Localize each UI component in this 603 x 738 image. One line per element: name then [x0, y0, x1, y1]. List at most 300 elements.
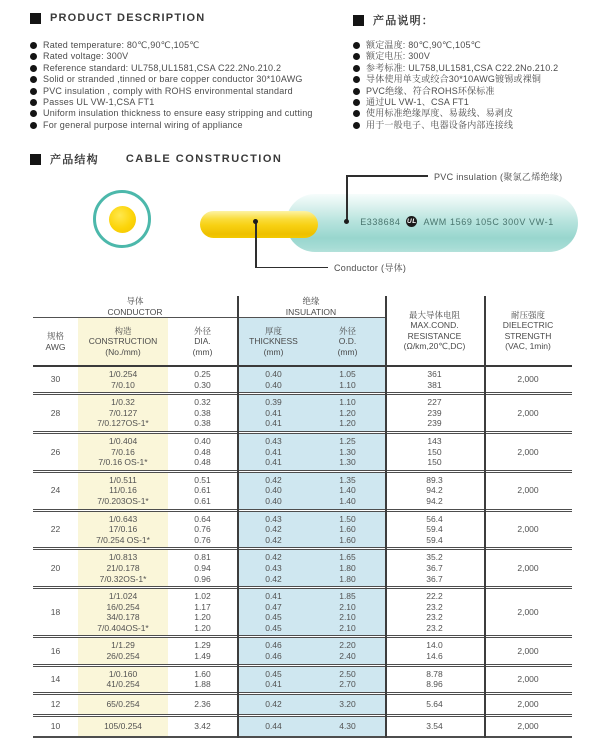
cell-line: 0.42	[265, 534, 282, 545]
bullet-text: Passes UL VW-1,CSA FT1	[43, 97, 155, 108]
cell-dia	[168, 434, 237, 470]
cell-line: 2.20	[339, 640, 356, 651]
cell-resistance	[385, 550, 484, 586]
cell-construction	[78, 717, 168, 736]
cell-line: 1.29	[194, 640, 211, 651]
header-group-conductor	[33, 296, 237, 318]
cell-construction	[78, 434, 168, 470]
cell-line: 36.7	[426, 573, 443, 584]
cell-line: 1.10	[339, 397, 356, 408]
cell-line: 0.41	[265, 407, 282, 418]
bullet-item	[30, 86, 313, 97]
cell-line: 89.3	[426, 474, 443, 485]
cell-dia	[168, 667, 237, 692]
cell-line: 59.4	[426, 524, 443, 535]
header-resistance-cn: 最大导体电阻	[408, 309, 460, 320]
cell-thickness	[237, 473, 310, 509]
header-thickness-unit: (mm)	[263, 346, 284, 357]
cell-line: 5.64	[426, 699, 443, 710]
cell-line: 1/0.32	[111, 397, 135, 408]
header-thickness-cn: 厚度	[264, 325, 282, 336]
cell-line: 2.50	[339, 668, 356, 679]
cell-line: 28	[50, 407, 61, 418]
bullet-dot-icon	[30, 99, 37, 106]
cell-line: 0.39	[265, 397, 282, 408]
header-awg	[33, 318, 78, 365]
header-resistance-en2: RESISTANCE	[407, 330, 462, 341]
header-dia-cn: 外径	[193, 325, 211, 336]
cell-line: 227	[427, 397, 442, 408]
cell-line: 150	[427, 457, 442, 468]
cell-line: 7/0.32OS-1*	[99, 573, 147, 584]
bullet-item	[30, 108, 313, 119]
cell-awg	[33, 589, 78, 635]
product-description-title-cn-text: 产品说明：	[373, 15, 434, 27]
cell-line: 1.85	[339, 591, 356, 602]
bullet-dot-icon	[353, 110, 360, 117]
cell-line: 14.6	[426, 651, 443, 662]
bullet-dot-icon	[30, 65, 37, 72]
conductor-label: Conductor (导体)	[334, 263, 407, 273]
cell-awg	[33, 717, 78, 736]
cell-line: 1.30	[339, 446, 356, 457]
cell-line: 0.40	[265, 369, 282, 379]
cell-construction	[78, 589, 168, 635]
cell-line: 23.2	[426, 601, 443, 612]
header-dielectric-unit: (VAC, 1min)	[505, 341, 551, 351]
cell-dielectric	[484, 589, 572, 635]
cell-resistance	[385, 717, 484, 736]
cell-awg	[33, 667, 78, 692]
header-od-en: O.D.	[338, 336, 357, 347]
cell-line: 0.94	[194, 562, 211, 573]
bullet-dot-icon	[353, 53, 360, 60]
cell-line: 7/0.10	[111, 379, 135, 390]
header-od-cn: 外径	[338, 325, 356, 336]
cell-line: 0.41	[265, 418, 282, 429]
cell-line: 2.40	[339, 651, 356, 662]
cell-line: 1/0.813	[108, 552, 138, 563]
cell-thickness	[237, 367, 310, 392]
cell-resistance	[385, 589, 484, 635]
cell-line: 1.60	[339, 534, 356, 545]
cell-line: 7/0.16 OS-1*	[98, 457, 148, 468]
cell-line: 150	[427, 446, 442, 457]
bullet-item	[353, 40, 558, 51]
cell-awg	[33, 512, 78, 548]
header-dielectric-en1: DIELECTRIC	[502, 320, 554, 330]
cell-line: 24	[50, 485, 61, 496]
bullet-item	[353, 108, 558, 119]
cell-awg	[33, 550, 78, 586]
cable-cross-section	[93, 190, 151, 248]
cell-line: 0.46	[265, 640, 282, 651]
cell-line: 0.45	[265, 612, 282, 623]
cell-dia	[168, 395, 237, 431]
cell-line: 239	[427, 407, 442, 418]
cell-line: 1/0.254	[108, 369, 138, 379]
table-row-awg-16	[33, 638, 572, 666]
cell-thickness	[237, 512, 310, 548]
cell-line: 2.10	[339, 612, 356, 623]
header-resistance	[385, 296, 484, 365]
cell-line: 7/0.404OS-1*	[97, 622, 149, 633]
conductor-core-icon	[109, 206, 136, 233]
cell-line: 0.44	[265, 721, 282, 732]
conductor-rod	[200, 211, 318, 238]
conductor-leader-hline	[255, 267, 328, 269]
cell-line: 105/0.254	[104, 721, 142, 732]
cell-line: 2,000	[517, 699, 539, 710]
cell-resistance	[385, 638, 484, 663]
bullet-dot-icon	[353, 76, 360, 83]
cell-thickness	[237, 717, 310, 736]
cell-resistance	[385, 512, 484, 548]
cell-dielectric	[484, 717, 572, 736]
cell-dia	[168, 367, 237, 392]
cell-line: 0.61	[194, 495, 211, 506]
bullet-dot-icon	[353, 88, 360, 95]
cell-line: 0.81	[194, 552, 211, 563]
table-row-awg-22	[33, 512, 572, 551]
cell-line: 26/0.254	[106, 651, 140, 662]
cell-line: 1.05	[339, 369, 356, 379]
cell-line: 0.40	[194, 435, 211, 446]
cell-line: 2.10	[339, 601, 356, 612]
cell-dia	[168, 550, 237, 586]
header-od-unit: (mm)	[337, 346, 358, 357]
bullet-text: Solid or stranded ,tinned or bare copper conductor 30*10AWG	[43, 74, 303, 85]
cell-od	[310, 589, 385, 635]
cell-od	[310, 434, 385, 470]
cell-od	[310, 550, 385, 586]
cell-line: 0.40	[265, 379, 282, 390]
cell-awg	[33, 473, 78, 509]
cell-dielectric	[484, 667, 572, 692]
cable-construction-title	[30, 151, 282, 167]
cell-thickness	[237, 395, 310, 431]
cell-line: 2,000	[517, 673, 539, 684]
cell-line: 0.45	[265, 622, 282, 633]
cell-line: 1.60	[194, 668, 211, 679]
cell-dia	[168, 512, 237, 548]
cell-line: 7/0.127	[108, 407, 138, 418]
cell-line: 2,000	[517, 407, 539, 418]
cell-line: 36.7	[426, 562, 443, 573]
cell-line: 2,000	[517, 374, 539, 385]
bullet-text: 通过UL VW-1、CSA FT1	[366, 97, 469, 108]
cell-dielectric	[484, 395, 572, 431]
cell-line: 0.43	[265, 562, 282, 573]
cell-line: 1.49	[194, 651, 211, 662]
spec-table-header	[33, 296, 572, 367]
cell-line: 381	[427, 379, 442, 390]
cell-line: 1.40	[339, 495, 356, 506]
cell-line: 2.70	[339, 679, 356, 690]
cell-line: 8.96	[426, 679, 443, 690]
header-construction	[78, 318, 168, 365]
cell-od	[310, 395, 385, 431]
header-construction-en: CONSTRUCTION	[88, 336, 158, 347]
cell-line: 2.10	[339, 622, 356, 633]
cell-line: 1.25	[339, 435, 356, 446]
cell-construction	[78, 550, 168, 586]
table-row-awg-30	[33, 367, 572, 395]
bullet-text: PVC insulation , comply with ROHS environmental standard	[43, 85, 293, 96]
bullet-item	[353, 120, 558, 131]
cell-construction	[78, 695, 168, 714]
cell-line: 35.2	[426, 552, 443, 563]
cell-line: 0.48	[194, 457, 211, 468]
header-awg-cn: 规格	[46, 331, 64, 341]
cell-line: 1/0.160	[108, 668, 138, 679]
cell-dielectric	[484, 367, 572, 392]
cell-od	[310, 638, 385, 663]
bullet-dot-icon	[353, 122, 360, 129]
cell-od	[310, 695, 385, 714]
cell-line: 14	[50, 673, 61, 684]
product-description-title-text: PRODUCT DESCRIPTION	[50, 12, 206, 24]
bullet-item	[30, 120, 313, 131]
cell-od	[310, 717, 385, 736]
cell-line: 12	[50, 699, 61, 710]
cell-line: 1/0.511	[109, 474, 137, 485]
bullet-item	[30, 63, 313, 74]
cell-thickness	[237, 434, 310, 470]
cell-line: 0.51	[194, 474, 211, 485]
cell-awg	[33, 695, 78, 714]
cell-line: 21/0.178	[106, 562, 140, 573]
cell-dielectric	[484, 473, 572, 509]
cell-dielectric	[484, 695, 572, 714]
bullet-item	[30, 51, 313, 62]
cell-line: 1.65	[339, 552, 356, 563]
cell-line: 0.30	[194, 379, 211, 390]
bullet-text: For general purpose internal wiring of appliance	[43, 119, 243, 130]
header-dielectric-cn: 耐压强度	[510, 309, 545, 320]
cell-line: 0.40	[265, 495, 282, 506]
cable-construction-title-en: CABLE CONSTRUCTION	[125, 153, 283, 165]
cell-line: 16	[50, 645, 61, 656]
bullet-dot-icon	[30, 122, 37, 129]
cell-line: 1.20	[339, 418, 356, 429]
pvc-insulation-label: PVC insulation (聚氯乙烯绝缘)	[434, 172, 563, 182]
cell-line: 1.17	[194, 601, 211, 612]
cell-dielectric	[484, 512, 572, 548]
cell-dia	[168, 473, 237, 509]
cell-line: 0.41	[265, 446, 282, 457]
cell-line: 20	[50, 562, 61, 573]
cell-line: 0.38	[194, 418, 211, 429]
pvc-leader-vline	[346, 176, 348, 221]
cell-line: 3.54	[426, 721, 443, 732]
cell-line: 94.2	[426, 495, 443, 506]
table-row-awg-26	[33, 434, 572, 473]
bullet-dot-icon	[353, 65, 360, 72]
header-construction-unit: (No./mm)	[105, 346, 141, 357]
cell-resistance	[385, 434, 484, 470]
cell-line: 1.88	[194, 679, 211, 690]
cell-thickness	[237, 638, 310, 663]
cell-line: 1.80	[339, 562, 356, 573]
cell-line: 0.43	[265, 435, 282, 446]
table-vertical-divider	[484, 296, 486, 738]
cell-line: 0.64	[194, 513, 211, 524]
spec-table-body	[33, 367, 572, 738]
header-dielectric	[484, 296, 572, 365]
bullet-dot-icon	[30, 42, 37, 49]
cell-line: 2,000	[517, 524, 539, 535]
cell-line: 0.38	[194, 407, 211, 418]
cell-dia	[168, 638, 237, 663]
cell-line: 239	[427, 418, 442, 429]
cell-line: 2,000	[517, 562, 539, 573]
cell-dielectric	[484, 638, 572, 663]
cable-construction-title-cn: 产品结构	[50, 154, 99, 166]
product-description-title-cn	[353, 12, 434, 28]
header-group-conductor-cn: 导体	[126, 296, 144, 306]
cell-line: 1.60	[339, 524, 356, 535]
bullet-dot-icon	[30, 76, 37, 83]
cell-line: 0.47	[265, 601, 282, 612]
cell-line: 7/0.203OS-1*	[97, 495, 149, 506]
cell-line: 0.41	[265, 679, 282, 690]
cell-line: 8.78	[426, 668, 443, 679]
cell-line: 7/0.16	[111, 446, 135, 457]
cell-awg	[33, 395, 78, 431]
header-dia-unit: (mm)	[192, 346, 213, 357]
cell-line: 2,000	[517, 606, 539, 617]
cell-line: 56.4	[426, 513, 443, 524]
cell-line: 10	[50, 721, 61, 732]
conductor-leader-dot	[253, 219, 258, 224]
cell-line: 0.42	[265, 524, 282, 535]
cell-line: 94.2	[426, 485, 443, 496]
cell-line: 0.41	[265, 591, 282, 602]
pvc-leader-hline	[346, 175, 428, 177]
bullet-text: 使用标准绝缘厚度、易裁线、易剥皮	[366, 108, 514, 119]
cell-line: 0.43	[265, 513, 282, 524]
cell-construction	[78, 367, 168, 392]
section-square-icon	[30, 154, 41, 165]
cell-thickness	[237, 695, 310, 714]
cell-line: 41/0.254	[106, 679, 140, 690]
cell-line: 4.30	[339, 721, 356, 732]
cell-line: 143	[427, 435, 442, 446]
cell-line: 2,000	[517, 645, 539, 656]
cell-line: 1.40	[339, 485, 356, 496]
bullet-dot-icon	[30, 53, 37, 60]
bullet-text: Rated voltage: 300V	[43, 51, 129, 62]
cell-line: 0.76	[194, 524, 211, 535]
bullet-dot-icon	[353, 99, 360, 106]
table-vertical-divider	[385, 296, 387, 738]
cell-awg	[33, 434, 78, 470]
cell-line: 17/0.16	[108, 524, 138, 535]
cell-line: 1/1.29	[111, 640, 135, 651]
header-group-insulation-cn: 绝缘	[302, 296, 320, 306]
cell-line: 0.41	[265, 457, 282, 468]
bullet-text: 参考标准: UL758,UL1581,CSA C22.2No.210.2	[366, 62, 559, 73]
cell-line: 0.48	[194, 446, 211, 457]
cable-rating-text: AWM 1569 105C 300V VW-1	[423, 216, 554, 227]
table-row-awg-14	[33, 667, 572, 695]
cell-resistance	[385, 367, 484, 392]
cell-od	[310, 512, 385, 548]
product-description-list-cn	[353, 40, 558, 131]
header-od	[310, 318, 385, 365]
cell-line: 1.80	[339, 573, 356, 584]
cell-line: 0.42	[265, 552, 282, 563]
bullet-text: 导体使用单支或绞合30*10AWG镀锡或裸铜	[366, 74, 542, 85]
cell-construction	[78, 667, 168, 692]
header-resistance-en1: MAX.COND.	[410, 320, 459, 330]
cell-awg	[33, 638, 78, 663]
cell-awg	[33, 367, 78, 392]
cell-line: 30	[50, 374, 61, 385]
header-group-insulation	[237, 296, 385, 318]
cell-thickness	[237, 550, 310, 586]
cell-line: 3.42	[194, 721, 211, 732]
cell-od	[310, 667, 385, 692]
section-square-icon	[353, 15, 364, 26]
cell-line: 1.20	[194, 612, 211, 623]
cell-resistance	[385, 695, 484, 714]
bullet-item	[353, 63, 558, 74]
cell-line: 18	[50, 606, 61, 617]
bullet-item	[30, 74, 313, 85]
cell-line: 1.02	[194, 591, 211, 602]
table-row-awg-28	[33, 395, 572, 434]
cell-line: 2,000	[517, 446, 539, 457]
ul-logo-icon: UL	[407, 218, 417, 225]
cell-construction	[78, 395, 168, 431]
cell-line: 0.32	[194, 397, 211, 408]
cell-line: 1/0.643	[108, 513, 138, 524]
cell-line: 0.42	[265, 474, 282, 485]
cell-line: 22	[50, 524, 61, 535]
cell-line: 2,000	[517, 485, 539, 496]
cell-dielectric	[484, 434, 572, 470]
bullet-item	[353, 74, 558, 85]
cell-line: 3.20	[339, 699, 356, 710]
header-thickness	[237, 318, 310, 365]
table-row-awg-20	[33, 550, 572, 589]
cell-line: 23.2	[426, 612, 443, 623]
cell-thickness	[237, 667, 310, 692]
ul-file-number: E338684	[360, 216, 401, 227]
cell-resistance	[385, 473, 484, 509]
header-awg-en: AWG	[45, 341, 66, 352]
cell-line: 361	[427, 369, 442, 379]
cell-construction	[78, 473, 168, 509]
cell-dia	[168, 589, 237, 635]
cell-line: 11/0.16	[109, 485, 137, 496]
cell-line: 1.10	[339, 379, 356, 390]
table-row-awg-24	[33, 473, 572, 512]
cell-line: 0.61	[194, 485, 211, 496]
bullet-text: Uniform insulation thickness to ensure easy stripping and cutting	[43, 108, 313, 119]
cell-line: 1/1.024	[108, 591, 138, 602]
bullet-item	[30, 97, 313, 108]
bullet-item	[353, 51, 558, 62]
bullet-text: PVC绝缘、符合ROHS环保标准	[366, 85, 495, 96]
pvc-leader-dot	[344, 219, 349, 224]
cell-line: 23.2	[426, 622, 443, 633]
header-thickness-en: THICKNESS	[249, 336, 298, 347]
header-dia	[168, 318, 237, 365]
bullet-text: Rated temperature: 80℃,90℃,105℃	[43, 40, 200, 50]
